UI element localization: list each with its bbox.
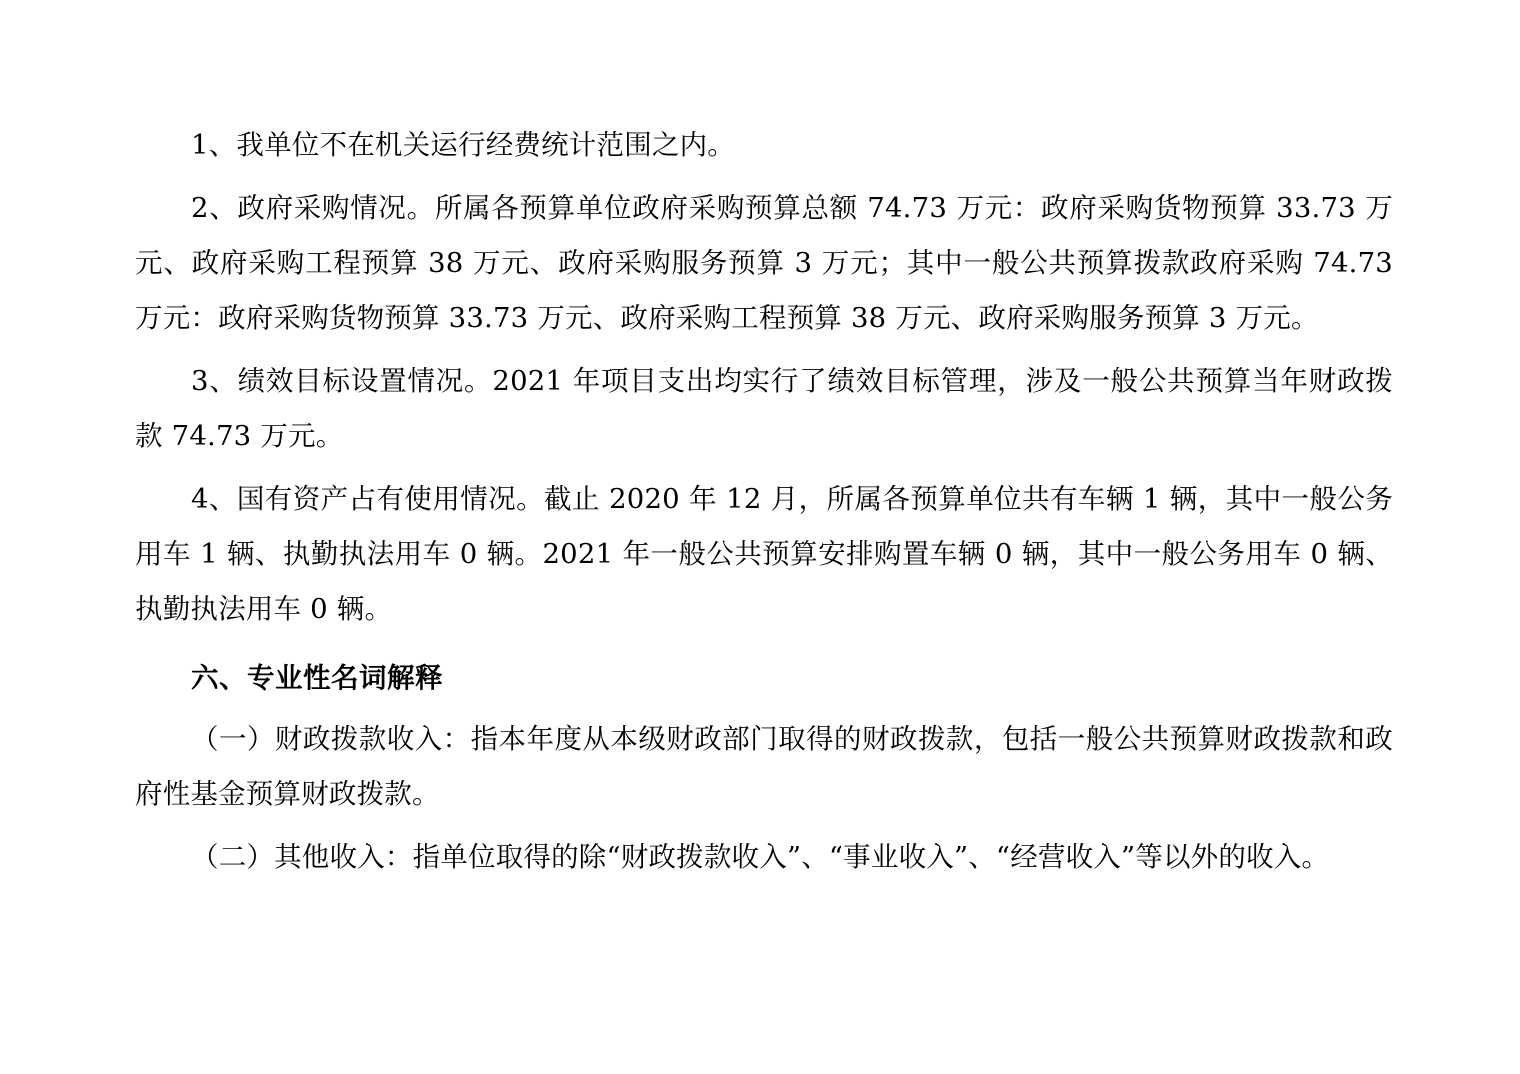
document-body [135, 118, 1393, 885]
paragraph-item-4: 4、国有资产占有使用情况。截止 2020 年 12 月，所属各预算单位共有车辆 1 辆，其中一般公务用车 1 辆、执勤执法用车 0 辆。2021 年一般公共预算安排购置车辆 0 辆，其中一般公务用车 0 辆、执勤执法用车 0 辆。 [135, 483, 1393, 625]
definition-fiscal-appropriation-income: （一）财政拨款收入：指本年度从本级财政部门取得的财政拨款，包括一般公共预算财政拨款和政府性基金预算财政拨款。 [135, 723, 1393, 810]
section-heading-terminology: 六、专业性名词解释 [191, 662, 443, 694]
definition-other-income: （二）其他收入：指单位取得的除“财政拨款收入”、“事业收入”、“经营收入”等以外的收入。 [191, 841, 1330, 873]
paragraph-item-1: 1、我单位不在机关运行经费统计范围之内。 [191, 129, 735, 161]
paragraph-item-2: 2、政府采购情况。所属各预算单位政府采购预算总额 74.73 万元：政府采购货物预算 33.73 万元、政府采购工程预算 38 万元、政府采购服务预算 3 万元；其中一般公共预算拨款政府采购 74.73 万元：政府采购货物预算 33.73 万元、政府采购工程预算 38 万元、政府采购服务预算 3 万元。 [135, 192, 1393, 334]
paragraph-item-3: 3、绩效目标设置情况。2021 年项目支出均实行了绩效目标管理，涉及一般公共预算当年财政拨款 74.73 万元。 [135, 365, 1393, 452]
